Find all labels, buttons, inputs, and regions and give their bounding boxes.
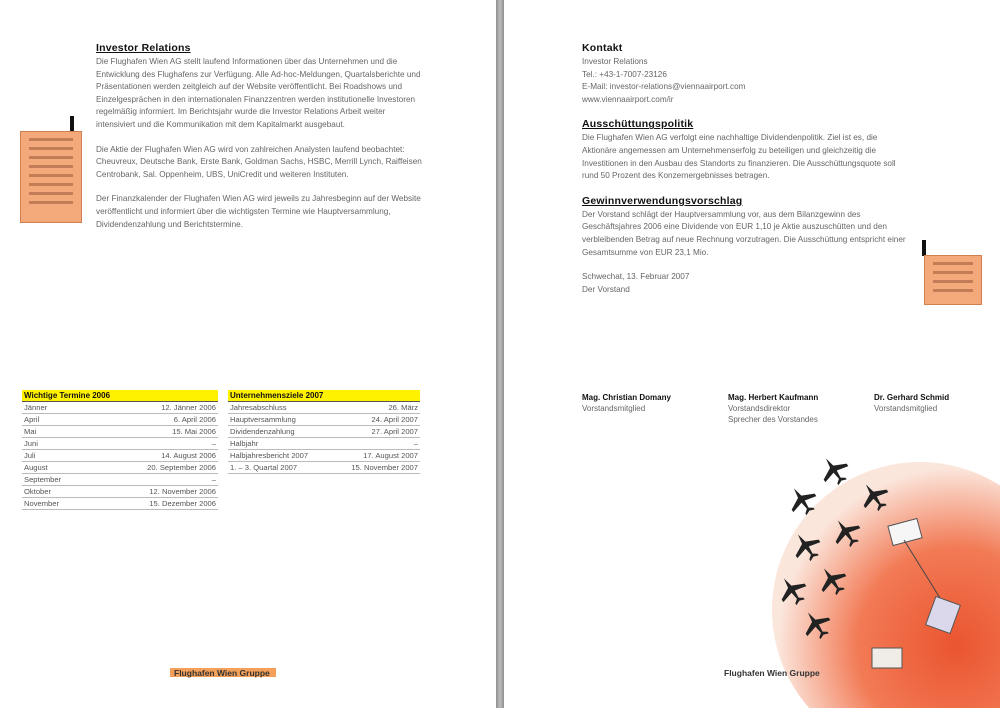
row-date: 6. April 2006 [93, 414, 218, 426]
dates-table-2006 [22, 390, 218, 510]
signer-name: Dr. Gerhard Schmid [874, 393, 950, 402]
signature-block [728, 392, 858, 425]
table-row [22, 438, 218, 450]
investor-relations-section [96, 42, 422, 243]
signature-block [874, 392, 994, 414]
row-label: Halbjahr [228, 438, 331, 450]
pin-icon [922, 240, 926, 256]
signer-title: Vorstandsmitglied [874, 404, 938, 413]
row-label: April [22, 414, 93, 426]
row-date: 15. Dezember 2006 [93, 498, 218, 510]
row-label: Oktober [22, 486, 93, 498]
section-title: Ausschüttungspolitik [582, 118, 694, 131]
table-row [228, 426, 420, 438]
row-label: Juni [22, 438, 93, 450]
date-line: Schwechat, 13. Februar 2007 [582, 272, 690, 282]
paragraph: Der Finanzkalender der Flughafen Wien AG wird jeweils zu Jahresbeginn auf der Website veröffentlicht und informiert über die wichtigsten Termine wie Hauptversammlung, Dividendenzahlung und Berichtstermine. [96, 194, 421, 229]
table-row [22, 486, 218, 498]
row-date: – [93, 474, 218, 486]
contact-line: E-Mail: investor-relations@viennaairport.com [582, 82, 746, 92]
section-title: Investor Relations [96, 42, 191, 54]
row-label: November [22, 498, 93, 510]
row-label: August [22, 462, 93, 474]
signer-name: Mag. Herbert Kaufmann [728, 393, 819, 402]
row-label: Dividendenzahlung [228, 426, 331, 438]
row-date: 27. April 2007 [331, 426, 420, 438]
row-date: 12. November 2006 [93, 486, 218, 498]
paragraph: Die Flughafen Wien AG stellt laufend Informationen über das Unternehmen und die Entwicklung des Flughafens zur Verfügung. Alle Ad-hoc-Meldungen, Quartalsberichte und Präsentationen werden zeitgleich auf der Website veröffentlicht. Bei Roadshows und Einzelgesprächen in den internationalen Finanzzentren werden institutionelle Investoren regelmäßig informiert. Im Berichtsjahr wurde die Investor Relations Arbeit weiter intensiviert und die Kommunikation mit dem Kapitalmarkt ausgebaut. [96, 57, 421, 129]
table-caption: Wichtige Termine 2006 [22, 390, 218, 402]
row-date: 24. April 2007 [331, 414, 420, 426]
row-date: – [93, 438, 218, 450]
table-row [22, 414, 218, 426]
row-label: Juli [22, 450, 93, 462]
contact-section [582, 42, 906, 308]
page-footer: Flughafen Wien Gruppe [174, 668, 270, 678]
right-page [504, 0, 1000, 708]
signer-title: Vorstandsdirektor Sprecher des Vorstandes [728, 404, 818, 424]
table-caption: Unternehmensziele 2007 [228, 390, 420, 402]
date-line: Der Vorstand [582, 284, 630, 294]
table-row [22, 462, 218, 474]
row-label: 1. – 3. Quartal 2007 [228, 462, 331, 474]
row-label: Hauptversammlung [228, 414, 331, 426]
signature-block [582, 392, 712, 414]
row-date: – [331, 438, 420, 450]
table-row [228, 402, 420, 414]
row-date: 15. November 2007 [331, 462, 420, 474]
row-date: 14. August 2006 [93, 450, 218, 462]
signer-title: Vorstandsmitglied [582, 404, 646, 413]
row-date: 17. August 2007 [331, 450, 420, 462]
row-label: Mai [22, 426, 93, 438]
row-date: 20. September 2006 [93, 462, 218, 474]
section-title: Kontakt [582, 42, 623, 54]
table-row [228, 414, 420, 426]
pin-icon [70, 116, 74, 132]
contact-line: www.viennaairport.com/ir [582, 94, 674, 104]
table-row [22, 426, 218, 438]
table-row [228, 462, 420, 474]
signer-name: Mag. Christian Domany [582, 393, 671, 402]
contact-line: Investor Relations [582, 57, 648, 66]
table-row [228, 450, 420, 462]
left-page [0, 0, 496, 708]
row-date: 15. Mai 2006 [93, 426, 218, 438]
dates-table-2007 [228, 390, 420, 474]
section-title: Gewinnverwendungsvorschlag [582, 194, 743, 207]
page-footer: Flughafen Wien Gruppe [724, 668, 820, 678]
paragraph: Die Aktie der Flughafen Wien AG wird von zahlreichen Analysten laufend beobachtet: Cheuvreux, Deutsche Bank, Erste Bank, Goldman Sachs, HSBC, Merrill Lynch, Raiffeisen Centrobank, Sal. Oppenheim, UBS, UniCredit und weiteren Instituten. [96, 144, 422, 179]
table-row [22, 498, 218, 510]
book-spine [496, 0, 504, 708]
row-date: 26. März [331, 402, 420, 414]
table-row [228, 438, 420, 450]
table-row [22, 474, 218, 486]
paragraph: Die Flughafen Wien AG verfolgt eine nachhaltige Dividendenpolitik. Ziel ist es, die Aktionäre angemessen am Unternehmenserfolg zu beteiligen und gleichzeitig die Investitionen in den Ausbau des Standorts zu finanzieren. Die Ausschüttungsquote soll rund 50 Prozent des Konzernergebnisses betragen. [582, 133, 896, 181]
row-label: Halbjahresbericht 2007 [228, 450, 331, 462]
row-label: Jänner [22, 402, 93, 414]
contact-line: Tel.: +43-1-7007-23126 [582, 69, 667, 79]
table-row [22, 450, 218, 462]
row-label: September [22, 474, 93, 486]
sticky-note-icon [924, 255, 982, 305]
row-date: 12. Jänner 2006 [93, 402, 218, 414]
table-row [22, 402, 218, 414]
row-label: Jahresabschluss [228, 402, 331, 414]
sticky-note-icon [20, 131, 82, 223]
paragraph: Der Vorstand schlägt der Hauptversammlung vor, aus dem Bilanzgewinn des Geschäftsjahres 2006 eine Dividende von EUR 1,10 je Aktie auszuschütten und den verbleibenden Betrag auf neue Rechnung vorzutragen. Die Ausschüttung entspricht einer Gesamtsumme von EUR 23,1 Mio. [582, 209, 906, 257]
